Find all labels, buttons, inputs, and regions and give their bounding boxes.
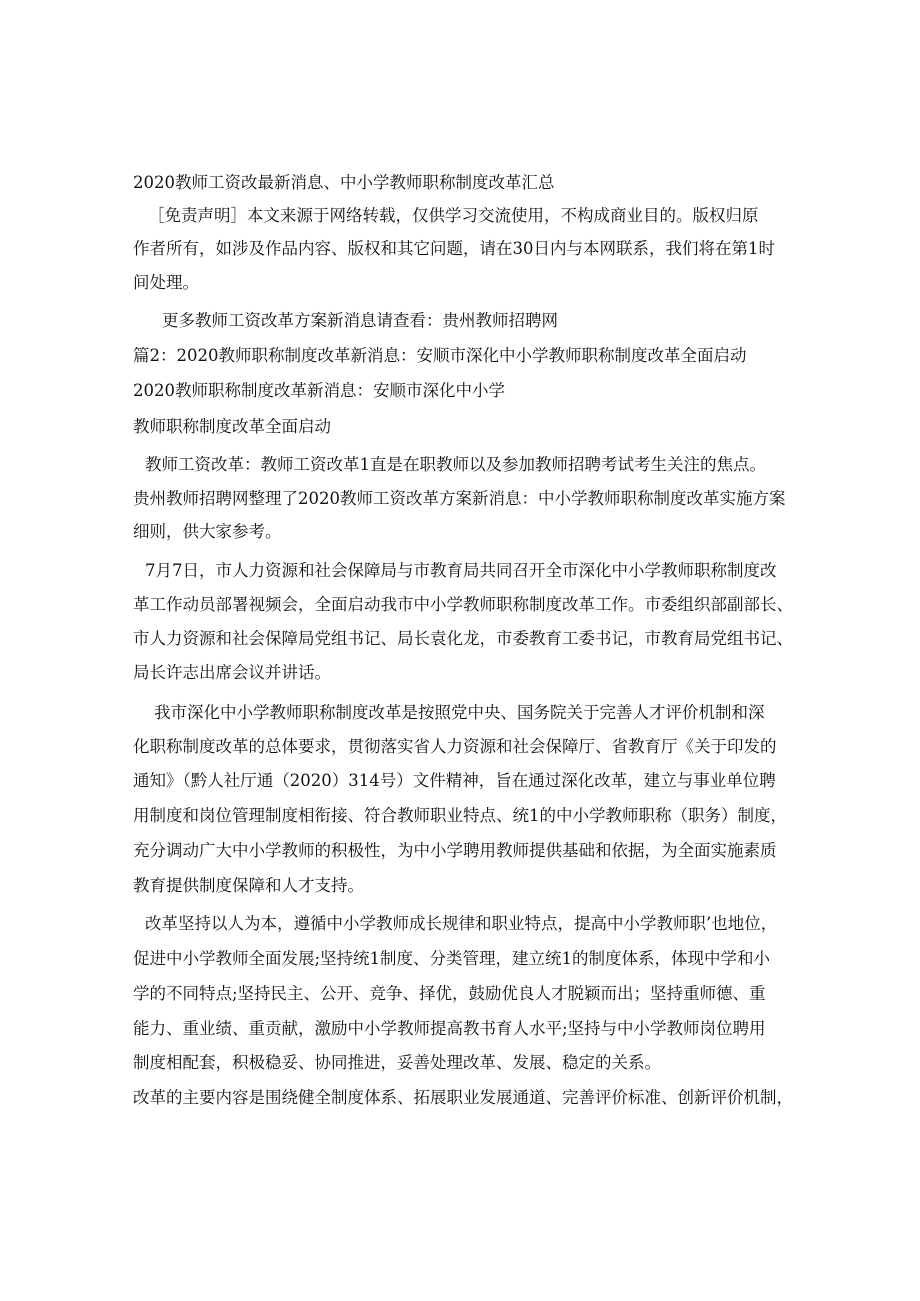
principles-line: 能力、重业绩、重贡献，激励中小学教师提高教书育人水平;坚持与中小学教师岗位聘用: [133, 1019, 766, 1038]
subtitle-line: 2020教师职称制度改革新消息：安顺市深化中小学: [133, 381, 505, 400]
reform-line: 教育提供制度保障和人才支持。: [133, 876, 364, 895]
meeting-line: 革工作动员部署视频会，全面启动我市中小学教师职称制度改革工作。市委组织部副部长、: [133, 595, 793, 614]
reform-line: 通知》（黔人社厅通（2020）314号）文件精神，旨在通过深化改革，建立与事业单位聘: [133, 771, 776, 790]
document-title: 2020教师工资改最新消息、中小学教师职称制度改革汇总: [133, 173, 555, 192]
reform-line: 我市深化中小学教师职称制度改革是按照党中央、国务院关于完善人才评价机制和深: [154, 703, 765, 722]
intro-line: 教师工资改革：教师工资改革1直是在职教师以及参加教师招聘考试考生关注的焦点。: [145, 455, 766, 474]
meeting-line: 局长许志出席会议并讲话。: [133, 663, 331, 682]
principles-line: 制度相配套，积极稳妥、协同推进，妥善处理改革、发展、稳定的关系。: [133, 1053, 661, 1072]
principles-line: 学的不同特点;坚持民主、公开、竞争、择优，鼓励优良人才脱颖而出；坚持重师德、重: [133, 984, 766, 1003]
meeting-line: 市人力资源和社会保障局党组书记、局长袁化龙，市委教育工委书记，市教育局党组书记、: [133, 629, 793, 648]
principles-line: 促进中小学教师全面发展;坚持统1制度、分类管理，建立统1的制度体系，体现中学和小: [133, 949, 771, 968]
section-heading: 篇2：2020教师职称制度改革新消息：安顺市深化中小学教师职称制度改革全面启动: [133, 346, 747, 365]
subtitle-line: 教师职称制度改革全面启动: [133, 417, 331, 436]
more-info-link[interactable]: 更多教师工资改革方案新消息请查看：贵州教师招聘网: [162, 311, 558, 330]
principles-line: 改革坚持以人为本，遵循中小学教师成长规律和职业特点，提高中小学教师职’也地位，: [145, 914, 778, 933]
disclaimer-line: 间处理。: [133, 273, 199, 292]
intro-line: 贵州教师招聘网整理了2020教师工资改革方案新消息：中小学教师职称制度改革实施方案: [133, 489, 786, 508]
disclaimer-line: ［免责声明］本文来源于网络转载，仅供学习交流使用，不构成商业目的。版权归原: [148, 206, 759, 225]
reform-line: 化职称制度改革的总体要求，贯彻落实省人力资源和社会保障厅、省教育厅《关于印发的: [133, 737, 777, 756]
disclaimer-line: 作者所有，如涉及作品内容、版权和其它问题，请在30日内与本网联系，我们将在第1时: [133, 239, 775, 258]
meeting-line: 7月7日，市人力资源和社会保障局与市教育局共同召开全市深化中小学教师职称制度改: [145, 561, 777, 580]
content-line: 改革的主要内容是围绕健全制度体系、拓展职业发展通道、完善评价标准、创新评价机制，: [133, 1088, 793, 1107]
reform-line: 用制度和岗位管理制度相衔接、符合教师职业特点、统1的中小学教师职称（职务）制度，: [133, 806, 787, 825]
reform-line: 充分调动广大中小学教师的积极性，为中小学聘用教师提供基础和依据，为全面实施素质: [133, 841, 777, 860]
intro-line: 细则，供大家参考。: [133, 522, 282, 541]
